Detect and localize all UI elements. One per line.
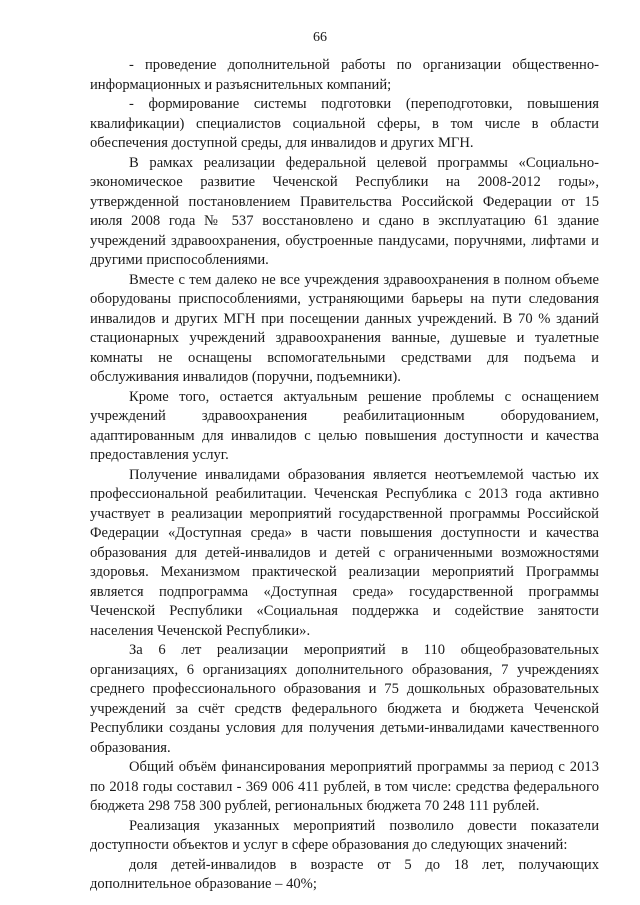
paragraph-federal-program: В рамках реализации федеральной целевой программы «Социально-экономическое развитие Чеченской Республики на 2008-2012 годы», утвержденной постановлением Правительства Российской Федерации от 15 июля 2008 года № 537 восстановлено и сдано в эксплуатацию 61 здание учреждений здравоохранения, обустроенные пандусами, поручнями, лифтами и другими приспособлениями. — [90, 154, 599, 268]
paragraph-indicators-intro: Реализация указанных мероприятий позволило довести показатели доступности объектов и услуг в сфере образования до следующих значений: — [90, 817, 599, 853]
paragraph-rehab-equipment: Кроме того, остается актуальным решение проблемы с оснащением учреждений здравоохранения реабилитационным оборудованием, адаптированным для инвалидов с целью повышения доступности и качества предоставления услуг. — [90, 388, 599, 463]
paragraph-indicator-additional-education: доля детей-инвалидов в возрасте от 5 до 18 лет, получающих дополнительное образование – 40%; — [90, 856, 599, 892]
paragraph-bullet-info-campaigns: - проведение дополнительной работы по организации общественно-информационных и разъяснительных компаний; — [90, 57, 599, 93]
body-text — [90, 56, 599, 895]
paragraph-healthcare-barriers: Вместе с тем далеко не все учреждения здравоохранения в полном объеме оборудованы приспособлениями, устраняющими барьеры на пути следования инвалидов и других МГН при посещении данных учреждений. В 70 % зданий стационарных учреждений здравоохранения ванные, душевые и туалетные комнаты не оснащены вспомогательными средствами для подъема и обслуживания инвалидов (поручни, подъемники). — [90, 271, 599, 385]
paragraph-education-accessible-environment: Получение инвалидами образования является неотъемлемой частью их профессиональной реабилитации. Чеченская Республика с 2013 года активно участвует в реализации мероприятий государственной программы Российской Федерации «Доступная среда» в части повышения доступности и качества образования для детей-инвалидов и детей с ограниченными возможностями здоровья. Механизмом практической реализации мероприятий Программы является подпрограмма «Доступная среда» государственной программы Чеченской Республики «Социальная поддержка и содействие занятости населения Чеченской Республики». — [90, 466, 599, 639]
paragraph-funding: Общий объём финансирования мероприятий программы за период с 2013 по 2018 годы составил - 369 006 411 рублей, в том числе: средства федерального бюджета 298 758 300 рублей, региональных бюджета 70 248 111 рублей. — [90, 759, 599, 814]
page-number: 66 — [313, 30, 327, 45]
paragraph-six-years-results: За 6 лет реализации мероприятий в 110 общеобразовательных организациях, 6 организациях дополнительного образования, 7 учреждениях среднего профессионального образования и 75 дошкольных образовательных учреждений за счёт средств федерального бюджета и бюджета Чеченской Республики созданы условия для получения детьми-инвалидами качественного образования. — [90, 642, 599, 756]
paragraph-bullet-training-system: - формирование системы подготовки (переподготовки, повышения квалификации) специалистов социальной сферы, в том числе в области обеспечения доступной среды, для инвалидов и других МГН. — [90, 96, 599, 151]
